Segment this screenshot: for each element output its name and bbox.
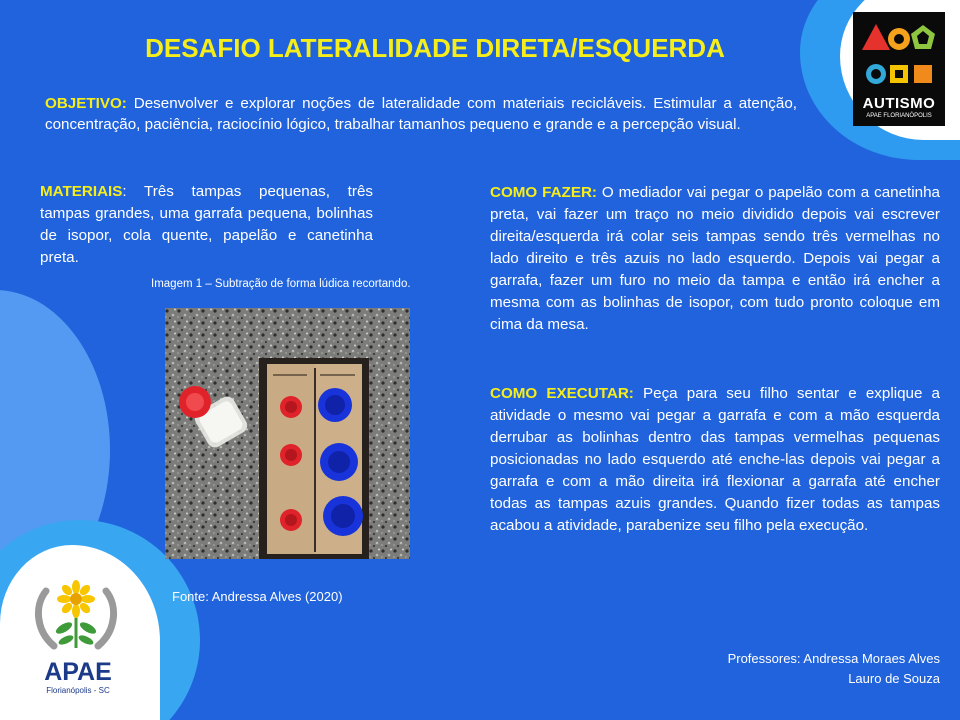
teachers-credit [728, 649, 940, 689]
teachers-line-2: Lauro de Souza [848, 671, 940, 686]
autismo-logo-word: AUTISMO [862, 95, 936, 112]
activity-photo [165, 308, 410, 559]
how-to-execute-text: Peça para seu filho sentar e explique a atividade o mesmo vai pegar a garrafa e com a mão esquerda derrubar as bolinhas dentro das tampas vermelhas pequenas posicionadas no lado esquerdo até enche-las depois vai pegar a garrafa e com a mão direita irá flexionar a garrafa até encher todas as tampas azuis grandes. Quando fizer todas as tampas acabou a atividade, parabenize seu filho pela execução. [490, 385, 940, 534]
autismo-logo [853, 12, 945, 126]
materials-paragraph [40, 181, 373, 269]
how-to-execute-label: COMO EXECUTAR: [490, 385, 634, 402]
page-title: DESAFIO LATERALIDADE DIRETA/ESQUERDA [145, 33, 725, 63]
objective-paragraph [45, 93, 797, 135]
materials-label: MATERIAIS [40, 183, 123, 200]
apae-logo-emblem [26, 576, 126, 656]
apae-logo [26, 576, 126, 706]
activity-photo-illustration [165, 308, 410, 559]
how-to-make-text: O mediador vai pegar o papelão com a canetinha preta, vai fazer um traço no meio dividido depois vai escrever direita/esquerda irá colar seis tampas sendo três vermelhas no lado direito e três azuis no lado esquerdo. Depois vai pegar a garrafa, fazer um furo no meio da tampa e então irá encher a mesma com as bolinhas de isopor, com tudo pronto coloque em cima da mesa. [490, 184, 940, 333]
autismo-logo-sub: APAE FLORIANÓPOLIS [866, 113, 932, 119]
apae-logo-word: APAE [44, 658, 112, 686]
how-to-execute-paragraph [490, 383, 940, 537]
how-to-make-paragraph [490, 182, 940, 336]
teachers-line-1: Professores: Andressa Moraes Alves [727, 651, 940, 666]
objective-text: Desenvolver e explorar noções de lateralidade com materiais recicláveis. Estimular a atenção, concentração, paciência, raciocínio lógico, trabalhar tamanhos pequeno e grande e a percepção visual. [45, 95, 797, 133]
autismo-logo-shapes [853, 12, 945, 94]
objective-label: OBJETIVO: [45, 95, 127, 112]
materials-text: : Três tampas pequenas, três tampas grandes, uma garrafa pequena, bolinhas de isopor, cola quente, papelão e canetinha preta. [40, 183, 373, 266]
apae-logo-sub: Florianópolis - SC [46, 686, 110, 695]
figure-caption: Imagem 1 – Subtração de forma lúdica recortando. [151, 278, 411, 290]
how-to-make-label: COMO FAZER: [490, 184, 597, 201]
figure-source: Fonte: Andressa Alves (2020) [172, 589, 343, 604]
